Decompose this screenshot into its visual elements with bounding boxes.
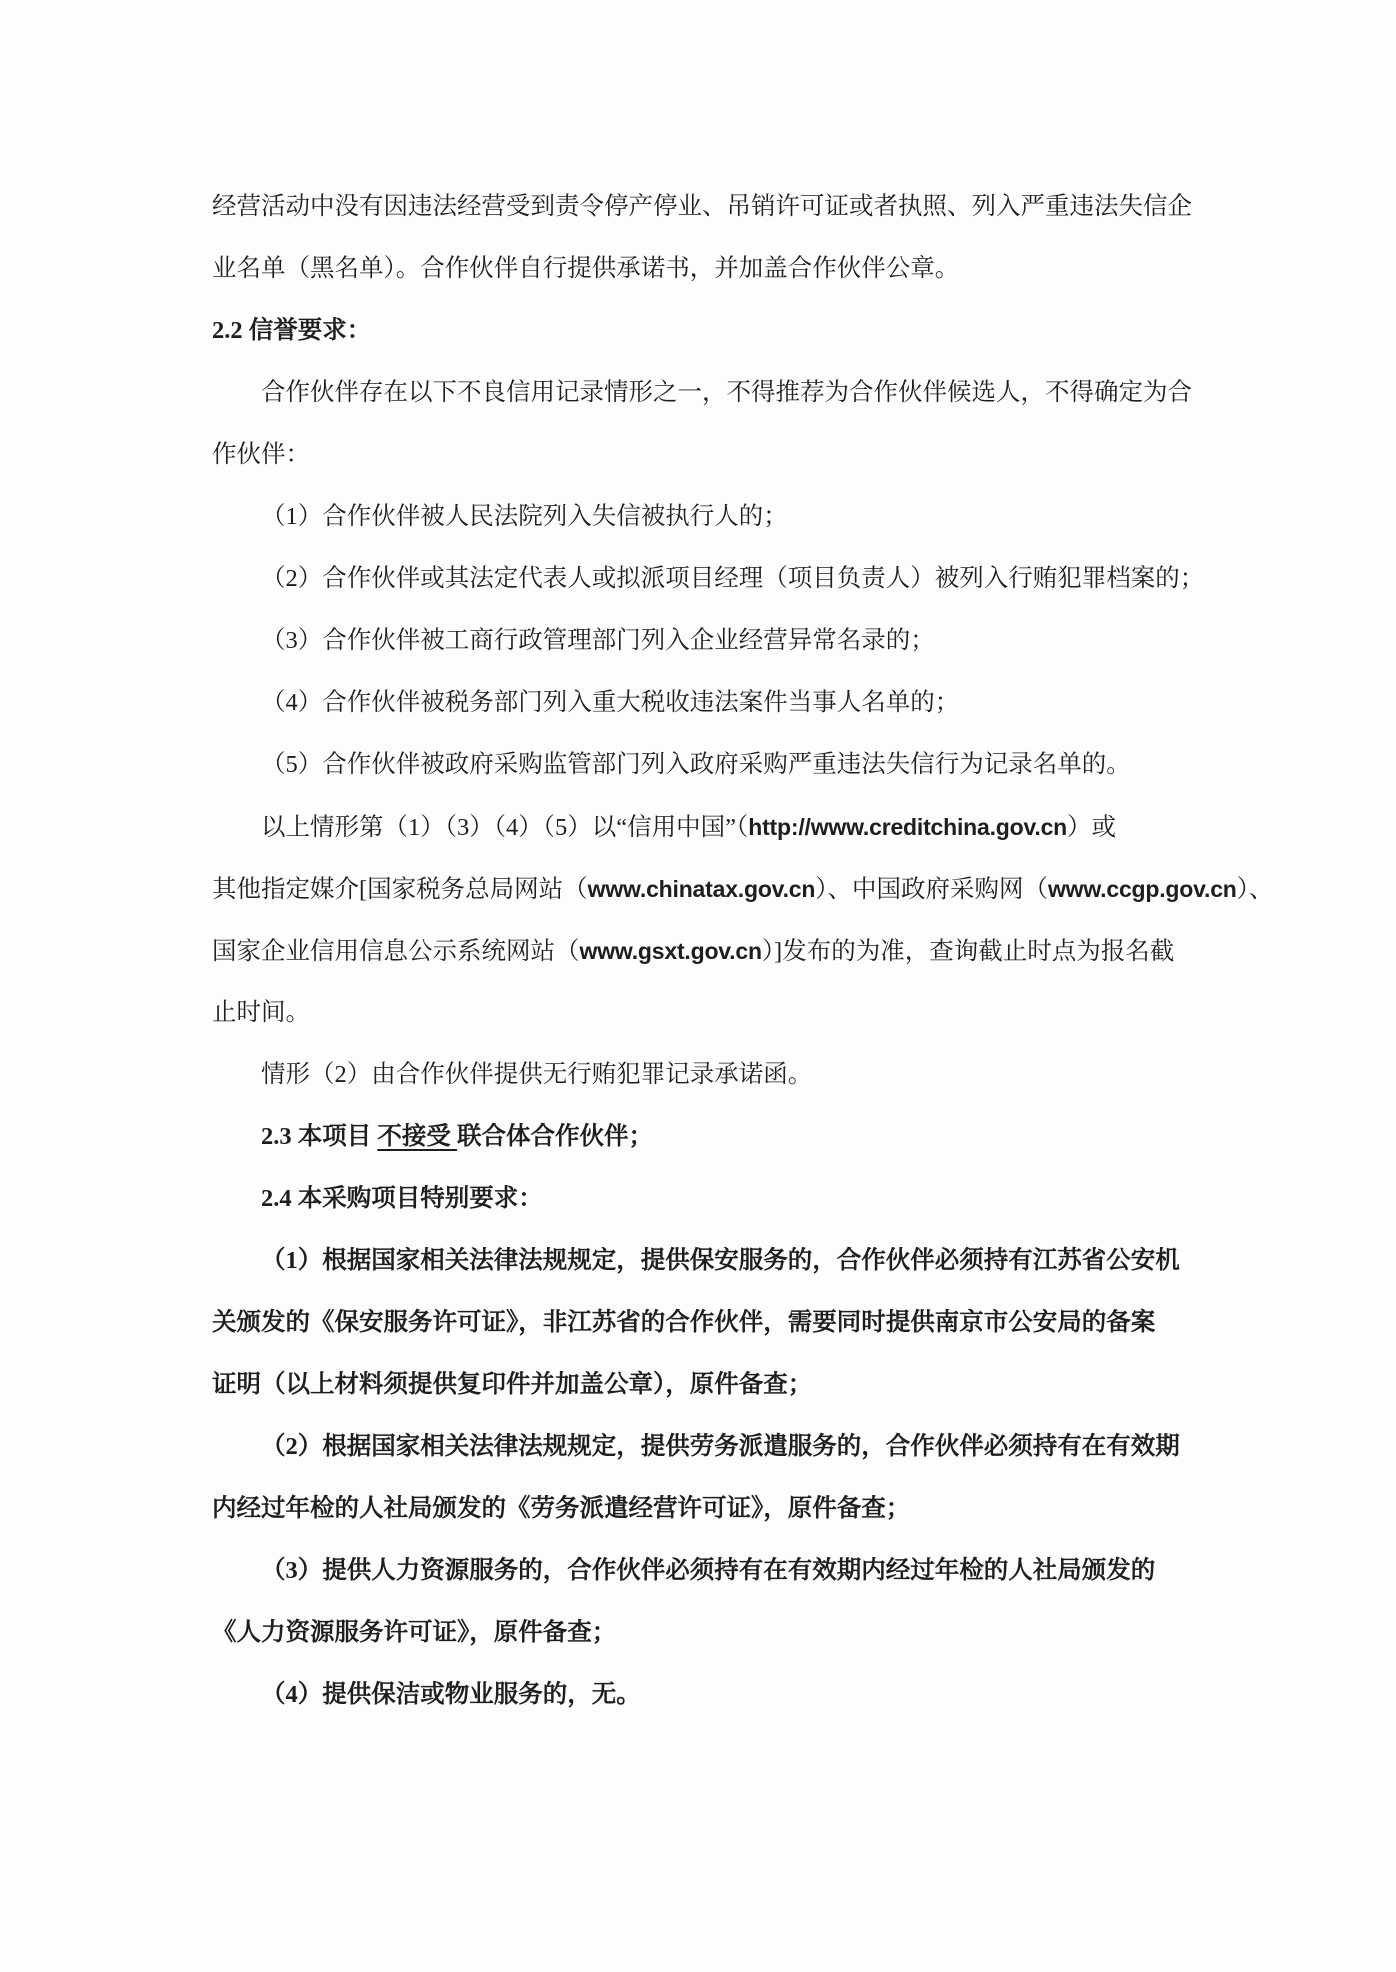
underlined-text: 不接受 (377, 1123, 457, 1150)
text-line (212, 858, 1274, 920)
text-line (212, 796, 1252, 858)
text-segment: 联合体合作伙伴； (457, 1123, 653, 1150)
text-segment: 2.3 本项目 (261, 1123, 378, 1150)
text-segment: 证明（以上材料须提供复印件并加盖公章），原件备查； (212, 1371, 813, 1398)
text-segment: 2.4 本采购项目特别要求： (261, 1185, 543, 1212)
text-line (212, 1416, 1252, 1478)
url-text: http://www.creditchina.gov.cn (748, 814, 1068, 840)
text-segment: 业名单（黑名单）。合作伙伴自行提供承诺书，并加盖合作伙伴公章。 (212, 255, 960, 282)
text-line (212, 610, 1252, 672)
text-line (212, 1168, 1252, 1230)
text-line (212, 176, 1252, 238)
text-segment: 内经过年检的人社局颁发的《劳务派遣经营许可证》，原件备查； (212, 1495, 911, 1522)
text-line (212, 734, 1252, 796)
text-line (212, 238, 1252, 300)
text-segment: 情形（2）由合作伙伴提供无行贿犯罪记录承诺函。 (261, 1061, 813, 1088)
url-text: www.ccgp.gov.cn (1047, 876, 1237, 902)
url-text: www.chinatax.gov.cn (587, 876, 816, 902)
text-segment: 2.2 信誉要求： (212, 317, 372, 344)
text-segment: （3）提供人力资源服务的，合作伙伴必须持有在有效期内经过年检的人社局颁发的 (261, 1557, 1156, 1584)
text-line (212, 1664, 1252, 1726)
text-line (212, 1044, 1252, 1106)
text-line (212, 1106, 1252, 1168)
text-line (212, 1540, 1252, 1602)
url-text: www.gsxt.gov.cn (579, 938, 762, 964)
text-line (212, 300, 1252, 362)
text-segment: 止时间。 (212, 999, 310, 1026)
text-segment: （2）根据国家相关法律法规规定，提供劳务派遣服务的，合作伙伴必须持有在有效期 (261, 1433, 1180, 1460)
text-segment: 经营活动中没有因违法经营受到责令停产停业、吊销许可证或者执照、列入严重违法失信企 (212, 193, 1192, 220)
text-segment: （3）合作伙伴被工商行政管理部门列入企业经营异常名录的； (261, 627, 935, 654)
text-segment: 以上情形第（1）（3）（4）（5）以“信用中国”（ (261, 814, 749, 841)
text-line (212, 982, 1252, 1044)
text-segment: （2）合作伙伴或其法定代表人或拟派项目经理（项目负责人）被列入行贿犯罪档案的； (261, 565, 1205, 592)
text-segment: 《人力资源服务许可证》，原件备查； (212, 1619, 617, 1646)
text-line (212, 1292, 1252, 1354)
text-segment: （4）合作伙伴被税务部门列入重大税收违法案件当事人名单的； (261, 689, 960, 716)
text-segment: ）]发布的为准，查询截止时点为报名截 (761, 938, 1175, 965)
text-segment: 其他指定媒介[国家税务总局网站（ (212, 876, 588, 903)
text-line (212, 1602, 1252, 1664)
text-segment: （1）根据国家相关法律法规规定，提供保安服务的，合作伙伴必须持有江苏省公安机 (261, 1247, 1180, 1274)
text-line (212, 424, 1252, 486)
text-segment: 作伙伴： (212, 441, 310, 468)
text-line (212, 548, 1252, 610)
text-line (212, 672, 1252, 734)
text-segment: ）或 (1067, 814, 1117, 841)
text-segment: ）、中国政府采购网（ (815, 876, 1048, 903)
text-line (212, 1478, 1252, 1540)
text-segment: 国家企业信用信息公示系统网站（ (212, 938, 580, 965)
text-segment: 合作伙伴存在以下不良信用记录情形之一，不得推荐为合作伙伴候选人，不得确定为合 (261, 379, 1192, 406)
text-line (212, 1354, 1252, 1416)
text-segment: 关颁发的《保安服务许可证》，非江苏省的合作伙伴，需要同时提供南京市公安局的备案 (212, 1309, 1156, 1336)
text-segment: （1）合作伙伴被人民法院列入失信被执行人的； (261, 503, 788, 530)
text-line (212, 486, 1252, 548)
text-line (212, 362, 1252, 424)
text-line (212, 920, 1252, 982)
text-line (212, 1230, 1252, 1292)
text-segment: （4）提供保洁或物业服务的，无。 (261, 1681, 641, 1708)
document-body (212, 176, 1274, 1726)
text-segment: （5）合作伙伴被政府采购监管部门列入政府采购严重违法失信行为记录名单的。 (261, 751, 1131, 778)
text-segment: ）、 (1236, 876, 1274, 903)
